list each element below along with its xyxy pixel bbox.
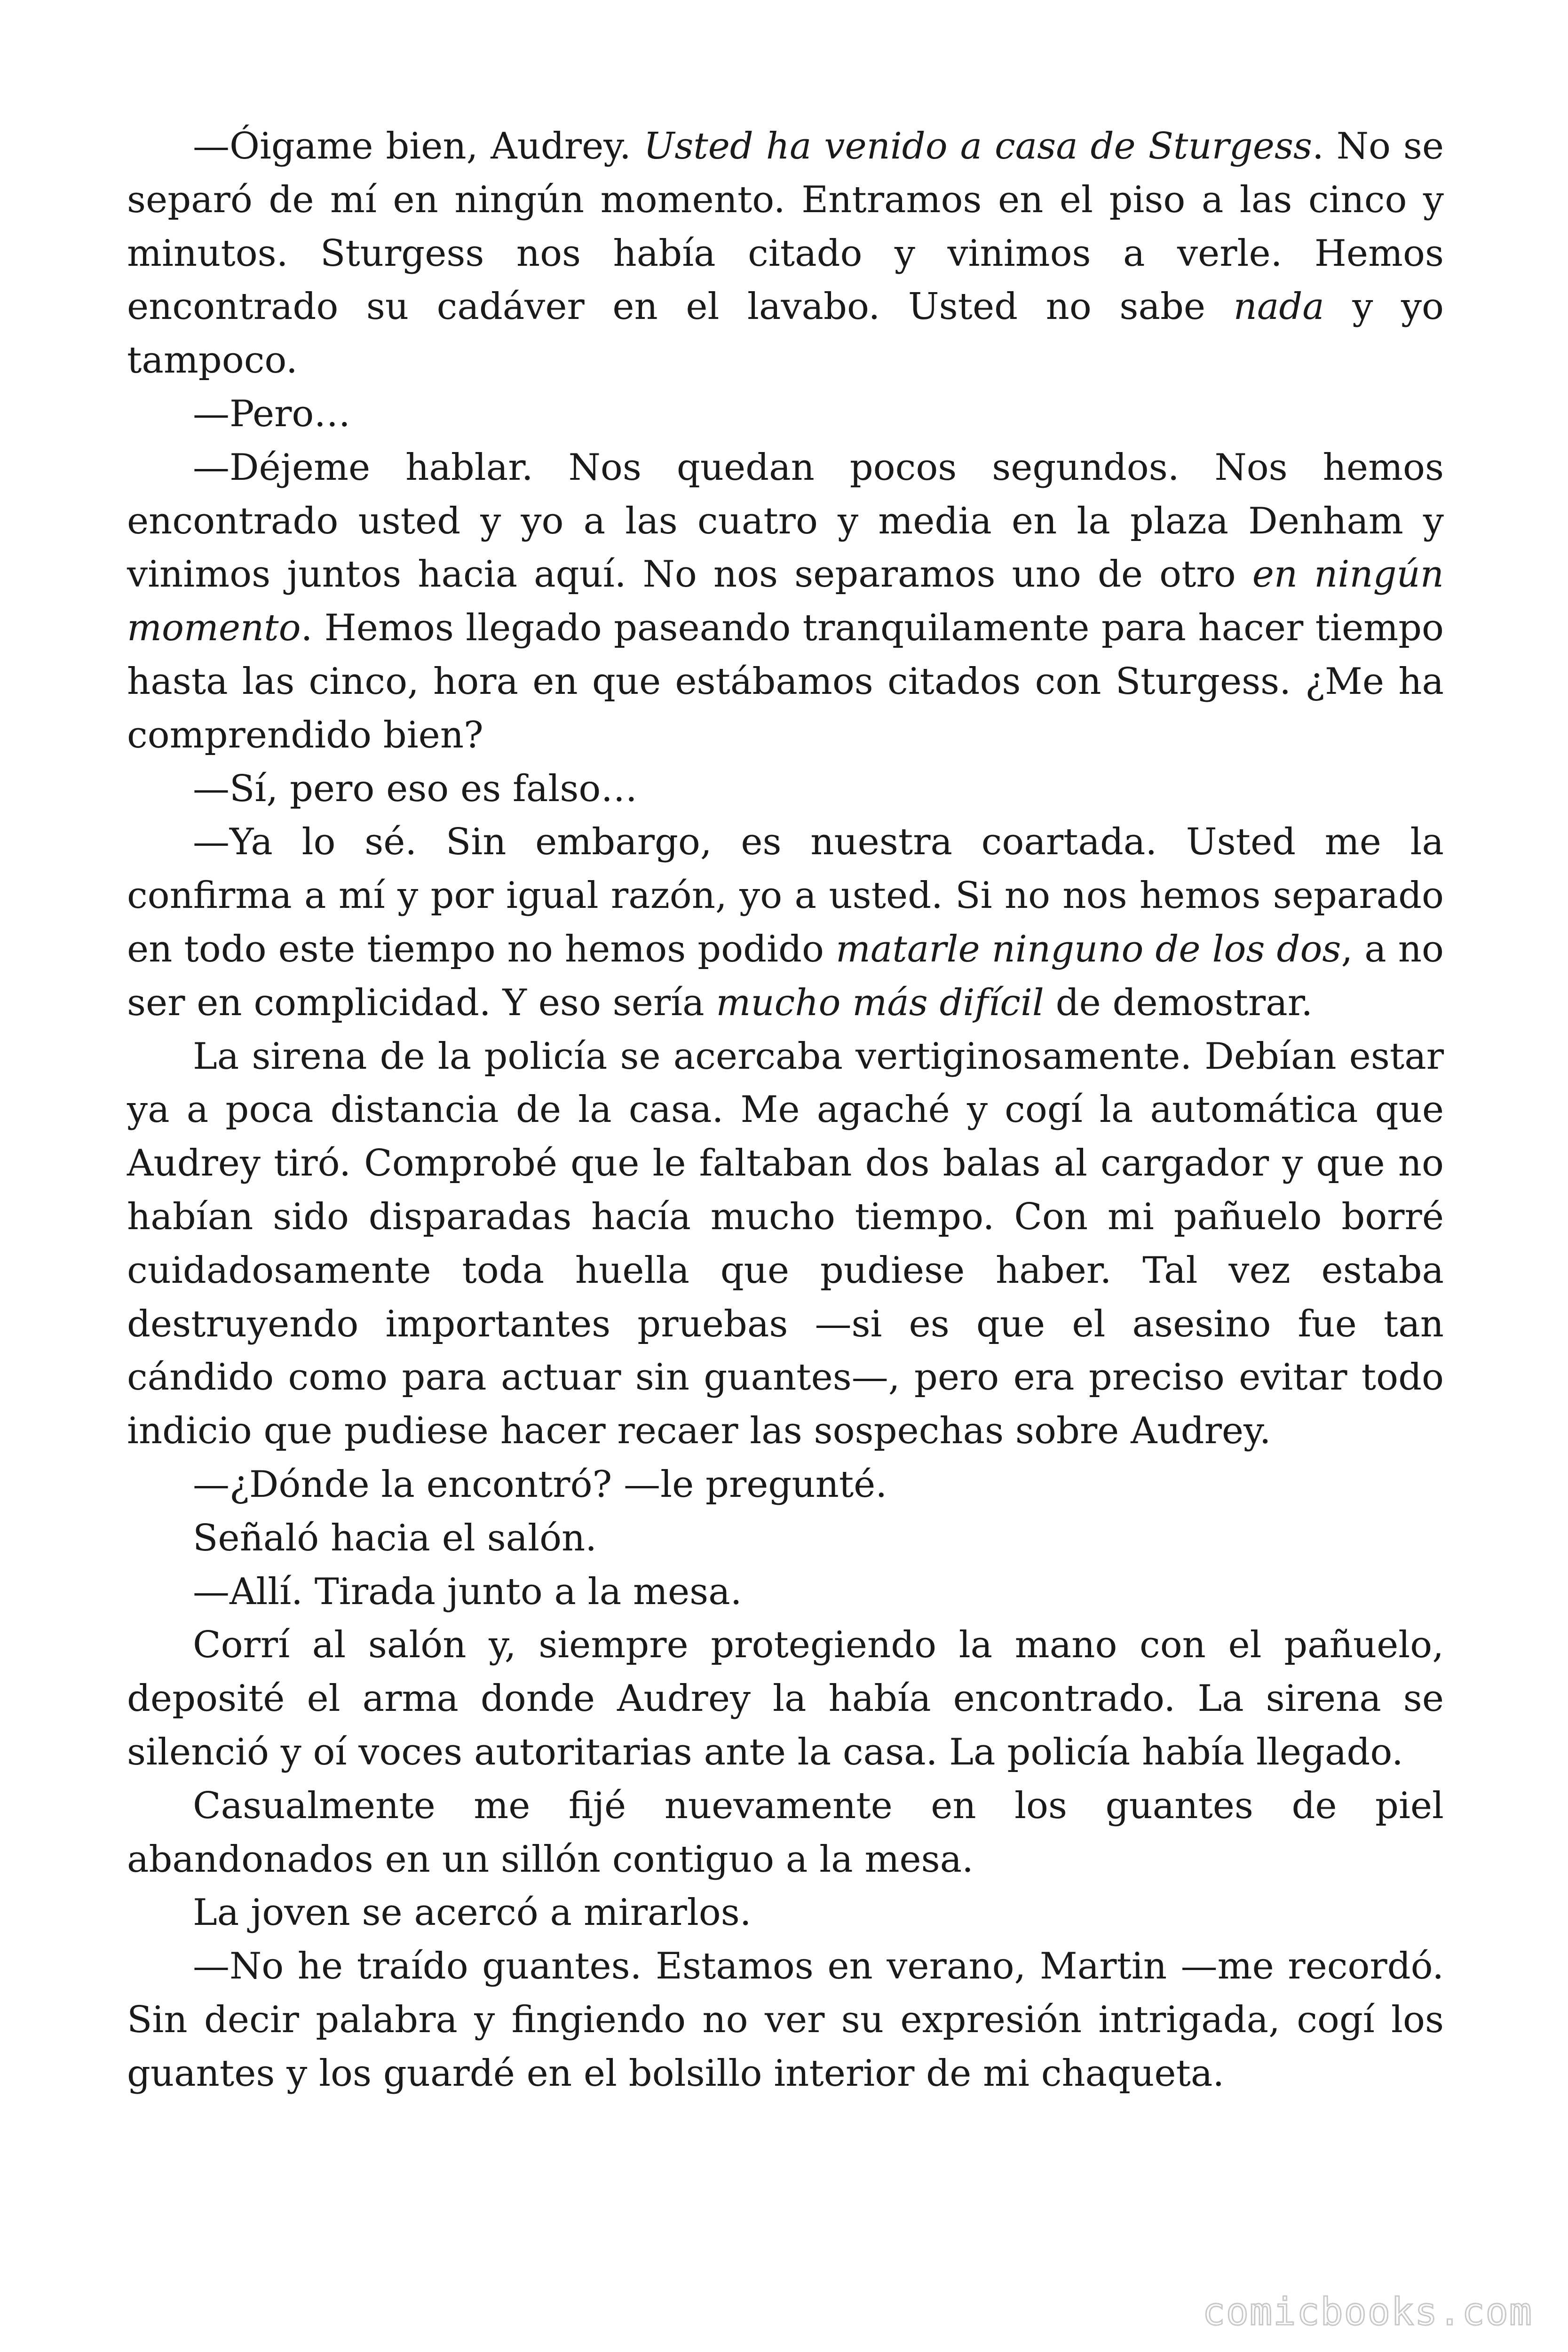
italic-text-run: mucho más difícil <box>716 981 1044 1024</box>
paragraph <box>127 1458 1444 1512</box>
paragraph <box>127 1512 1444 1565</box>
text-run: y yo tampoco. <box>127 286 1444 382</box>
italic-text-run: matarle ninguno de los dos <box>835 928 1341 970</box>
text-run: —No he traído guantes. Estamos en verano, Martin —me recordó. Sin decir palabra y fingiendo no ver su expresión intrigada, cogí los guantes y los guardé en el bolsillo interior de mi chaqueta. <box>127 1945 1444 2095</box>
paragraph <box>127 1940 1444 2100</box>
text-run: —Sí, pero eso es falso… <box>193 767 638 810</box>
paragraph <box>127 1565 1444 1619</box>
text-run: . Hemos llegado paseando tranquilamente para hacer tiempo hasta las cinco, hora en que estábamos citados con Sturgess. ¿Me ha comprendido bien? <box>127 607 1444 756</box>
text-run: La joven se acercó a mirarlos. <box>193 1891 752 1934</box>
text-run: —Óigame bien, Audrey. <box>193 125 644 167</box>
watermark: comicbooks.com <box>1202 2290 1533 2334</box>
paragraph <box>127 388 1444 441</box>
italic-text-run: en ningún momento <box>127 553 1444 650</box>
text-run: —¿Dónde la encontró? —le pregunté. <box>193 1463 887 1506</box>
paragraph <box>127 1619 1444 1779</box>
text-run: La sirena de la policía se acercaba vertiginosamente. Debían estar ya a poca distancia de la casa. Me agaché y cogí la automática que Audrey tiró. Comprobé que le faltaban dos balas al cargador y que no habían sido disparadas hacía mucho tiempo. Con mi pañuelo borré cuidadosamente toda huella que pudiese haber. Tal vez estaba destruyendo importantes pruebas —si es que el asesino fue tan cándido como para actuar sin guantes—, pero era preciso evitar todo indicio que pudiese hacer recaer las sospechas sobre Audrey. <box>127 1035 1444 1453</box>
text-run: Casualmente me fijé nuevamente en los guantes de piel abandonados en un sillón contiguo a la mesa. <box>127 1784 1444 1881</box>
text-run: Señaló hacia el salón. <box>193 1517 597 1559</box>
paragraph <box>127 441 1444 763</box>
paragraph <box>127 1780 1444 1887</box>
text-run: —Déjeme hablar. Nos quedan pocos segundos. Nos hemos encontrado usted y yo a las cuatro y media en la plaza Denham y vinimos juntos hacia aquí. No nos separamos uno de otro <box>127 446 1444 596</box>
paragraph <box>127 120 1444 388</box>
page-body-text <box>127 120 1444 2100</box>
paragraph <box>127 763 1444 816</box>
paragraph <box>127 816 1444 1030</box>
paragraph <box>127 1030 1444 1458</box>
paragraph <box>127 1886 1444 1940</box>
text-run: —Allí. Tirada junto a la mesa. <box>193 1570 742 1613</box>
text-run: —Pero… <box>193 392 351 435</box>
text-run: —Ya lo sé. Sin embargo, es nuestra coartada. Usted me la confirma a mí y por igual razón, yo a usted. Si no nos hemos separado en todo este tiempo no hemos podido <box>127 821 1444 970</box>
italic-text-run: Usted ha venido a casa de Sturgess <box>643 125 1313 167</box>
text-run: , a no ser en complicidad. Y eso sería <box>127 928 1444 1024</box>
text-run: de demostrar. <box>1044 981 1313 1024</box>
text-run: . No se separó de mí en ningún momento. Entramos en el piso a las cinco y minutos. Sturgess nos había citado y vinimos a verle. Hemos encontrado su cadáver en el lavabo. Usted no sabe <box>127 125 1444 328</box>
text-run: Corrí al salón y, siempre protegiendo la mano con el pañuelo, deposité el arma donde Audrey la había encontrado. La sirena se silenció y oí voces autoritarias ante la casa. La policía había llegado. <box>127 1624 1444 1773</box>
italic-text-run: nada <box>1233 286 1324 328</box>
